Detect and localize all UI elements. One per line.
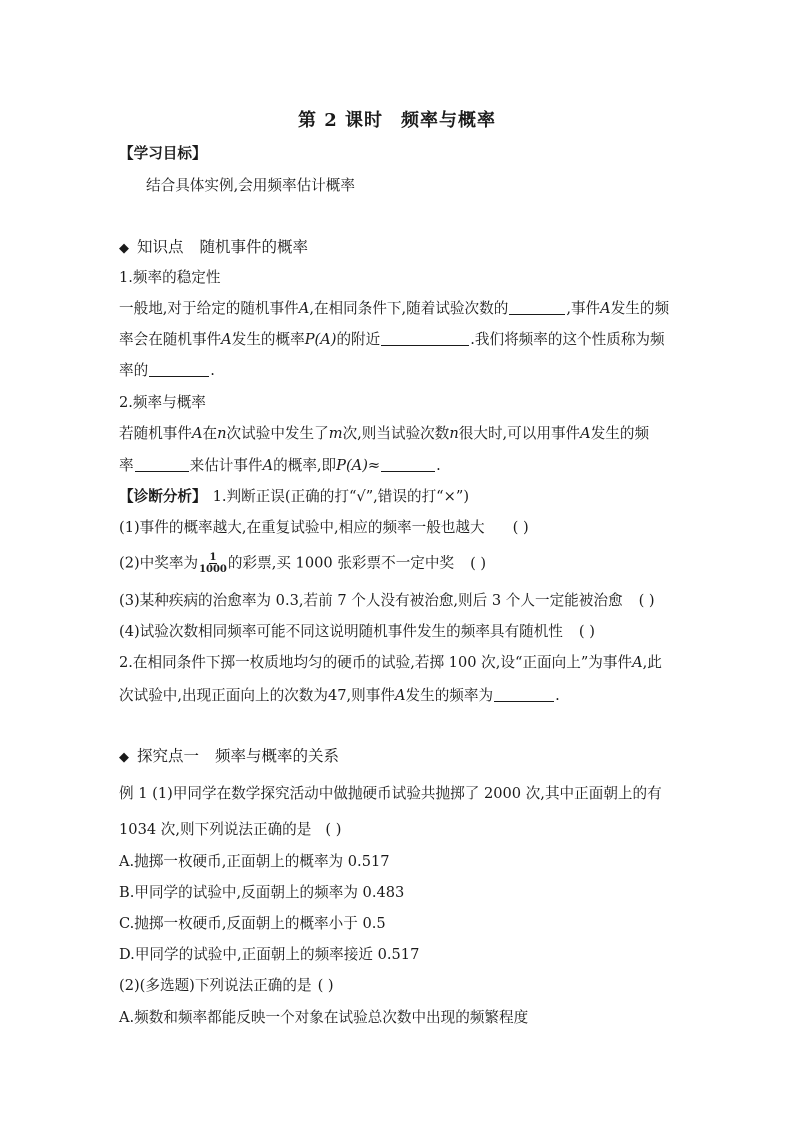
diag-heading: [119, 487, 469, 507]
text: .: [436, 457, 441, 474]
answer-paren[interactable]: ( ): [578, 623, 595, 640]
var-pa: P(A): [336, 457, 368, 474]
text: (4)试验次数相同频率可能不同这说明随机事件发生的频率具有随机性: [119, 623, 563, 640]
s2-line-2: [119, 456, 441, 476]
text: 在: [202, 425, 218, 442]
fraction: [199, 552, 227, 575]
option-d: D.甲同学的试验中,正面朝上的频率接近 0.517: [119, 946, 420, 963]
page-title: [0, 106, 794, 132]
text: .我们将频率的这个性质称为频: [470, 331, 665, 348]
example-part-2: [119, 976, 334, 996]
text: 一般地,对于给定的随机事件: [119, 300, 299, 317]
text: (1)事件的概率越大,在重复试验中,相应的频率一般也越大: [119, 519, 485, 536]
text: 的彩票,买 1000 张彩票不一定中奖: [227, 554, 455, 572]
text: ,事件: [566, 300, 601, 317]
fill-blank[interactable]: [509, 300, 565, 315]
answer-paren[interactable]: ( ): [317, 977, 334, 994]
explore-heading: [119, 746, 339, 768]
fill-blank[interactable]: [381, 331, 469, 346]
text: 的附近: [336, 331, 381, 348]
lesson-topic: 频率与概率: [401, 110, 497, 131]
fill-blank[interactable]: [135, 457, 189, 472]
diag-intro: 1.判断正误(正确的打“√”,错误的打“×”): [212, 488, 470, 505]
diag-item-3: [119, 591, 655, 611]
text: 发生的频率为: [405, 687, 494, 704]
s1-heading: 1.频率的稳定性: [119, 269, 221, 286]
frac-num: 1: [209, 552, 217, 563]
diag-item-2: [119, 552, 486, 575]
diamond-icon: ◆: [119, 750, 129, 765]
explore-name: 频率与概率的关系: [215, 747, 340, 765]
explore-label: 探究点一: [137, 747, 200, 765]
goal-text: 结合具体实例,会用频率估计概率: [146, 177, 355, 194]
var-a: A: [600, 300, 611, 317]
s2-heading: 2.频率与概率: [119, 394, 206, 411]
text: 率的: [119, 362, 149, 379]
var-n: n: [217, 425, 227, 442]
text: 发生的概率: [231, 331, 305, 348]
var-a: A: [221, 331, 232, 348]
s1-line-3: [119, 361, 215, 381]
text: 2.在相同条件下掷一枚质地均匀的硬币的试验,若掷 100 次,设“正面向上”为事件: [119, 654, 633, 671]
diag-q2-line-2: [119, 686, 560, 706]
option-a: A.抛掷一枚硬币,正面朝上的概率为 0.517: [119, 853, 390, 870]
var-m: m: [328, 425, 343, 442]
text: ,在相同条件下,随着试验次数的: [309, 300, 509, 317]
text: 次试验中发生了: [226, 425, 329, 442]
s2-line-1: [119, 424, 649, 444]
frac-den: 1000: [199, 564, 227, 575]
fill-blank[interactable]: [494, 687, 554, 702]
text: 发生的频: [590, 425, 650, 442]
answer-paren[interactable]: ( ): [638, 592, 655, 609]
text: 很大时,可以用事件: [458, 425, 581, 442]
diamond-icon: ◆: [119, 241, 129, 256]
part2-option-a: A.频数和频率都能反映一个对象在试验总次数中出现的频繁程度: [119, 1009, 529, 1026]
example-line-1: 例 1 (1)甲同学在数学探究活动中做抛硬币试验共抛掷了 2000 次,其中正面朝上的有: [119, 785, 662, 802]
text: .: [210, 362, 215, 379]
text: .: [555, 687, 560, 704]
diag-item-1: [119, 518, 529, 538]
var-n: n: [449, 425, 459, 442]
var-a: A: [262, 457, 274, 474]
text: (3)某种疾病的治愈率为 0.3,若前 7 个人没有被治愈,则后 3 个人一定能被治愈: [119, 592, 623, 609]
text: (2)中奖率为: [119, 554, 199, 572]
text: 的概率,即: [273, 457, 337, 474]
option-c: C.抛掷一枚硬币,反面朝上的概率小于 0.5: [119, 915, 386, 932]
var-a: A: [632, 654, 643, 671]
var-a: A: [580, 425, 591, 442]
answer-paren[interactable]: ( ): [325, 821, 342, 838]
text: 来估计事件: [189, 457, 263, 474]
diag-q2-line-1: [119, 653, 662, 673]
var-a: A: [191, 425, 203, 442]
fill-blank[interactable]: [381, 457, 435, 472]
fill-blank[interactable]: [149, 362, 209, 377]
answer-paren[interactable]: ( ): [512, 519, 529, 536]
var-a: A: [394, 687, 406, 704]
diag-header: 【诊断分析】: [119, 488, 207, 505]
diag-item-4: [119, 622, 595, 642]
var-a: A: [298, 300, 310, 317]
s1-line-2: [119, 330, 665, 350]
text: 发生的频: [610, 300, 670, 317]
var-pa: P(A): [304, 331, 337, 348]
kp-name: 随机事件的概率: [199, 238, 309, 256]
text: ≈: [367, 457, 381, 474]
text: 率会在随机事件: [119, 331, 222, 348]
example-line-2: [119, 820, 341, 840]
knowledge-point-heading: [119, 237, 308, 259]
text: 次试验中,出现正面向上的次数为47,则事件: [119, 687, 395, 704]
answer-paren[interactable]: ( ): [470, 554, 487, 572]
text: 次,则当试验次数: [342, 425, 450, 442]
text: 率: [119, 457, 134, 474]
kp-label: 知识点: [137, 238, 184, 256]
text: 若随机事件: [119, 425, 192, 442]
option-b: B.甲同学的试验中,反面朝上的频率为 0.483: [119, 884, 405, 901]
text: (2)(多选题)下列说法正确的是: [119, 977, 312, 994]
s1-line-1: [119, 299, 669, 319]
text: 1034 次,则下列说法正确的是: [119, 821, 312, 838]
lesson-number: 第 2 课时: [297, 110, 384, 131]
goal-header: 【学习目标】: [119, 145, 207, 162]
text: ,此: [642, 654, 662, 671]
